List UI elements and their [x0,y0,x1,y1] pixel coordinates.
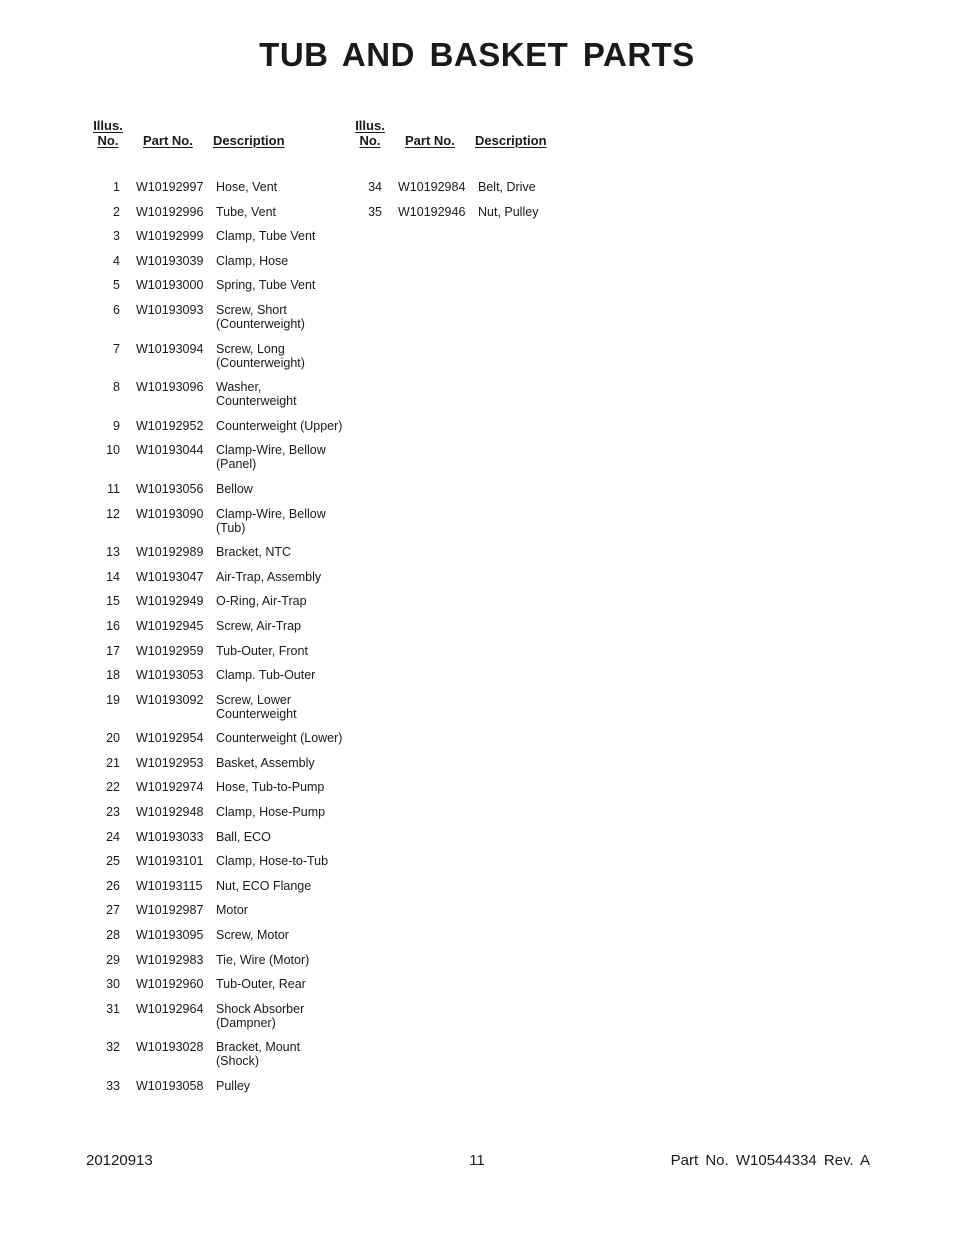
description-cell: Screw, Long (Counterweight) [216,341,305,370]
illus-no-cell: 31 [106,1001,120,1016]
description-cell: Bellow [216,481,253,496]
description-cell: Screw, Short (Counterweight) [216,302,305,331]
description-cell: O-Ring, Air-Trap [216,594,307,609]
description-cell: Tube, Vent [216,204,276,219]
illus-no-cell: 18 [106,668,120,683]
header-illus-no [350,118,390,148]
table-row [88,903,356,917]
description-cell: Clamp, Hose [216,253,289,268]
table-body [88,180,356,1093]
footer-page-number: 11 [469,1152,485,1169]
illus-no-cell: 9 [113,418,120,433]
header-illus-line2: No. [359,133,381,148]
table-row [88,443,356,471]
part-no-cell: W10193039 [136,253,204,268]
part-no-cell: W10193093 [136,302,204,317]
illus-no-cell: 1 [113,180,120,194]
illus-no-cell: 4 [113,253,120,268]
part-no-cell: W10192959 [136,643,204,658]
header-illus-line1: Illus. [93,118,123,133]
description-cell: Clamp. Tub-Outer [216,668,316,683]
table-row [88,570,356,584]
table-row [88,780,356,794]
part-no-cell: W10193115 [136,878,203,893]
table-row [88,854,356,868]
table-row [88,419,356,433]
part-no-cell: W10193095 [136,928,204,943]
illus-no-cell: 6 [113,302,120,317]
illus-no-cell: 28 [106,928,120,943]
description-cell: Bracket, NTC [216,545,292,560]
part-no-cell: W10193053 [136,668,204,683]
table-row [88,879,356,893]
header-illus-line2: No. [97,133,119,148]
illus-no-cell: 13 [106,545,120,560]
table-row [88,644,356,658]
table-row [88,594,356,608]
table-row [88,180,356,194]
description-cell: Basket, Assembly [216,755,315,770]
part-no-cell: W10193033 [136,829,204,844]
illus-no-cell: 16 [106,618,120,633]
table-row [88,278,356,292]
illus-no-cell: 12 [106,506,120,521]
description-cell: Clamp, Hose-Pump [216,805,326,820]
illus-no-cell: 34 [368,180,382,194]
description-cell: Counterweight (Lower) [216,731,343,746]
table-row [88,205,356,219]
table-row [350,205,618,219]
part-no-cell: W10192999 [136,229,204,244]
table-row [88,805,356,819]
part-no-cell: W10193044 [136,443,204,458]
description-cell: Pulley [216,1079,251,1093]
description-cell: Tie, Wire (Motor) [216,952,310,967]
part-no-cell: W10192989 [136,545,204,560]
description-cell: Nut, Pulley [478,204,539,219]
table-row [88,928,356,942]
header-illus-line1: Illus. [355,118,385,133]
part-no-cell: W10193094 [136,341,204,356]
description-cell: Ball, ECO [216,829,271,844]
illus-no-cell: 27 [106,903,120,918]
header-illus-no [88,118,128,148]
part-no-cell: W10192948 [136,805,204,820]
illus-no-cell: 14 [106,569,120,584]
illus-no-cell: 21 [106,755,120,770]
part-no-cell: W10193047 [136,569,204,584]
part-no-cell: W10192960 [136,977,204,992]
description-cell: Tub-Outer, Rear [216,977,306,992]
table-row [88,619,356,633]
table-row [88,380,356,408]
part-no-cell: W10192953 [136,755,204,770]
description-cell: Screw, Lower Counterweight [216,692,297,721]
illus-no-cell: 33 [106,1079,120,1093]
table-row [88,668,356,682]
table-row [88,693,356,721]
illus-no-cell: 17 [106,643,120,658]
table-row [88,977,356,991]
description-cell: Spring, Tube Vent [216,278,316,293]
part-no-cell: W10193096 [136,380,204,395]
description-cell: Hose, Tub-to-Pump [216,780,325,795]
part-no-cell: W10192952 [136,418,204,433]
description-cell: Clamp-Wire, Bellow (Tub) [216,506,326,535]
table-row [88,731,356,745]
illus-no-cell: 22 [106,780,120,795]
header-description: Description [475,133,547,148]
table-row [88,1040,356,1068]
description-cell: Clamp, Hose-to-Tub [216,854,329,869]
table-row [88,254,356,268]
illus-no-cell: 25 [106,854,120,869]
illus-no-cell: 30 [106,977,120,992]
page-title: TUB AND BASKET PARTS [259,36,695,73]
header-description: Description [213,133,285,148]
table-row [88,342,356,370]
footer-date: 20120913 [86,1152,153,1169]
description-cell: Air-Trap, Assembly [216,569,322,584]
illus-no-cell: 10 [106,443,120,458]
table-body [350,180,618,219]
illus-no-cell: 20 [106,731,120,746]
part-no-cell: W10192974 [136,780,204,795]
illus-no-cell: 3 [113,229,120,244]
description-cell: Bracket, Mount (Shock) [216,1040,301,1069]
part-no-cell: W10192946 [398,204,466,219]
description-cell: Counterweight (Upper) [216,418,343,433]
part-no-cell: W10193058 [136,1079,204,1093]
description-cell: Clamp, Tube Vent [216,229,316,244]
description-cell: Clamp-Wire, Bellow (Panel) [216,443,326,472]
part-no-cell: W10192984 [398,180,466,194]
table-row [88,507,356,535]
description-cell: Washer, Counterweight [216,380,297,409]
description-cell: Tub-Outer, Front [216,643,308,658]
description-cell: Nut, ECO Flange [216,878,312,893]
illus-no-cell: 19 [106,692,120,707]
table-row [88,545,356,559]
description-cell: Belt, Drive [478,180,536,194]
illus-no-cell: 32 [106,1040,120,1055]
table-row [88,303,356,331]
part-no-cell: W10193028 [136,1040,204,1055]
table-header [350,118,618,180]
illus-no-cell: 23 [106,805,120,820]
table-header [88,118,356,180]
part-no-cell: W10193090 [136,506,204,521]
description-cell: Screw, Motor [216,928,289,943]
description-cell: Shock Absorber (Dampner) [216,1001,305,1030]
part-no-cell: W10192997 [136,180,204,194]
description-cell: Motor [216,903,248,918]
part-no-cell: W10192964 [136,1001,204,1016]
part-no-cell: W10192949 [136,594,204,609]
illus-no-cell: 8 [113,380,120,395]
part-no-cell: W10192996 [136,204,204,219]
description-cell: Hose, Vent [216,180,278,194]
table-row [88,830,356,844]
illus-no-cell: 26 [106,878,120,893]
table-row [88,953,356,967]
part-no-cell: W10193092 [136,692,204,707]
parts-table-right [350,118,618,229]
illus-no-cell: 24 [106,829,120,844]
header-part-no: Part No. [405,133,455,148]
parts-table-left [88,118,356,1104]
illus-no-cell: 7 [113,341,120,356]
description-cell: Screw, Air-Trap [216,618,301,633]
part-no-cell: W10193101 [136,854,204,869]
table-row [88,482,356,496]
part-no-cell: W10192987 [136,903,204,918]
header-part-no: Part No. [143,133,193,148]
footer-part-reference: Part No. W10544334 Rev. A [670,1152,870,1169]
table-row [88,756,356,770]
illus-no-cell: 29 [106,952,120,967]
part-no-cell: W10192983 [136,952,204,967]
part-no-cell: W10192954 [136,731,204,746]
table-row [88,229,356,243]
table-row [88,1079,356,1093]
illus-no-cell: 35 [368,204,382,219]
part-no-cell: W10192945 [136,618,204,633]
table-row [88,1002,356,1030]
illus-no-cell: 2 [113,204,120,219]
illus-no-cell: 5 [113,278,120,293]
part-no-cell: W10193000 [136,278,204,293]
illus-no-cell: 11 [107,481,120,496]
table-row [350,180,618,194]
part-no-cell: W10193056 [136,481,204,496]
illus-no-cell: 15 [106,594,120,609]
